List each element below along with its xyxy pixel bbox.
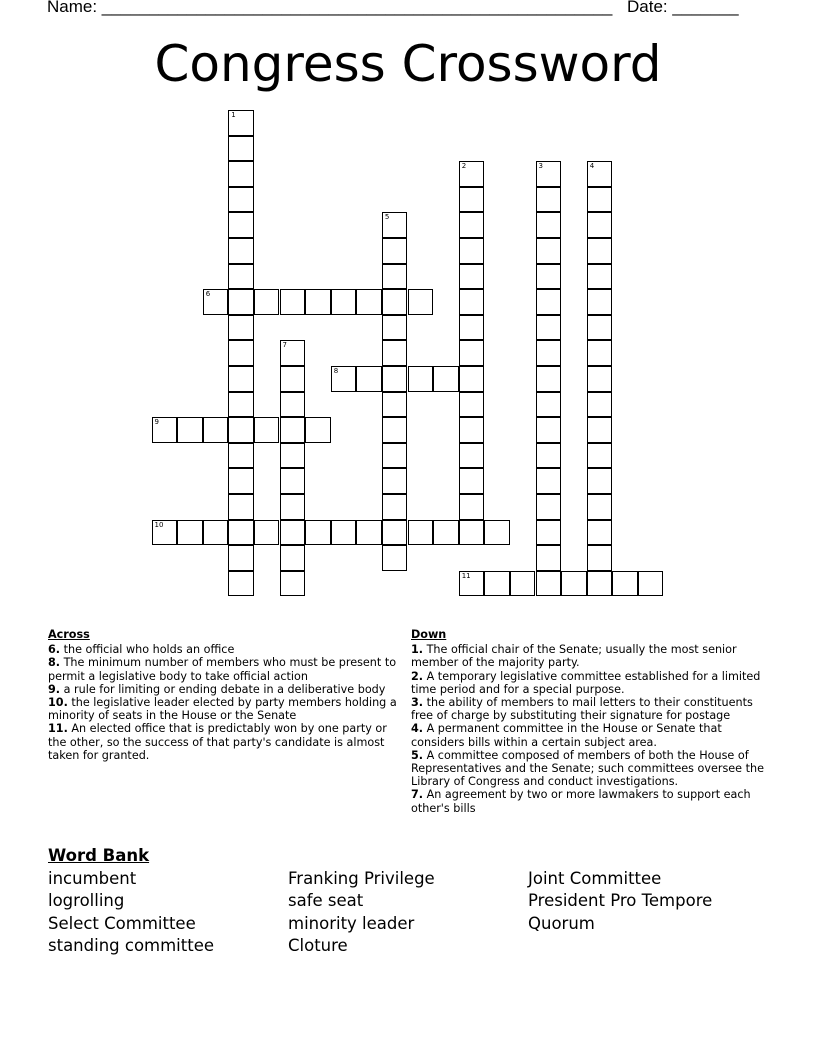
crossword-cell[interactable] [638, 571, 664, 597]
crossword-cell[interactable] [382, 289, 408, 315]
crossword-cell[interactable] [382, 417, 408, 443]
cell-number: 11 [461, 571, 471, 580]
clue-number: 7. [411, 788, 424, 802]
crossword-cell[interactable] [280, 392, 306, 418]
clue-number: 10. [48, 696, 68, 710]
word-bank-column-1 [48, 868, 214, 958]
crossword-cell[interactable] [280, 443, 306, 469]
crossword-cell[interactable] [459, 366, 485, 392]
crossword-cell[interactable] [356, 289, 382, 315]
crossword-cell[interactable] [587, 571, 613, 597]
cell-number: 1 [231, 111, 236, 119]
crossword-cell[interactable] [228, 161, 254, 187]
crossword-cell[interactable] [280, 494, 306, 520]
crossword-cell[interactable] [536, 392, 562, 418]
crossword-cell[interactable] [459, 289, 485, 315]
crossword-cell[interactable] [228, 340, 254, 366]
crossword-cell[interactable] [459, 212, 485, 238]
crossword-cell[interactable] [536, 545, 562, 571]
clue-number: 11. [48, 722, 68, 736]
crossword-cell[interactable] [331, 289, 357, 315]
crossword-cell[interactable] [280, 340, 306, 366]
name-field-line: Name: ______________________________________________________ [47, 0, 613, 16]
crossword-cell[interactable] [587, 494, 613, 520]
crossword-cell[interactable] [356, 520, 382, 546]
crossword-cell[interactable] [587, 468, 613, 494]
crossword-cell[interactable] [280, 545, 306, 571]
cell-number: 4 [589, 162, 595, 171]
crossword-cell[interactable] [228, 443, 254, 469]
down-clues [411, 628, 771, 815]
crossword-cell[interactable] [177, 520, 203, 546]
cell-number: 6 [205, 290, 211, 299]
across-clue [48, 656, 398, 682]
word-bank-entry: President Pro Tempore [528, 891, 713, 911]
crossword-cell[interactable] [228, 187, 254, 213]
cell-number: 5 [384, 213, 390, 222]
down-clue [411, 788, 771, 814]
crossword-cell[interactable] [254, 520, 280, 546]
clue-number: 4. [411, 722, 424, 736]
across-clue [48, 643, 398, 656]
crossword-cell[interactable] [382, 392, 408, 418]
crossword-cell[interactable] [228, 392, 254, 418]
crossword-cell[interactable] [228, 468, 254, 494]
crossword-cell[interactable] [305, 520, 331, 546]
crossword-cell[interactable] [459, 520, 485, 546]
crossword-cell[interactable] [459, 340, 485, 366]
clue-number: 6. [48, 643, 61, 657]
clue-text: the ability of members to mail letters to their constituents free of charge by substituting their signature for postage [411, 696, 753, 723]
crossword-cell[interactable] [587, 417, 613, 443]
crossword-cell[interactable] [228, 494, 254, 520]
crossword-cell[interactable] [280, 468, 306, 494]
crossword-cell[interactable] [459, 468, 485, 494]
clue-number: 3. [411, 696, 424, 710]
crossword-cell[interactable] [587, 340, 613, 366]
crossword-cell[interactable] [382, 238, 408, 264]
crossword-cell[interactable] [459, 392, 485, 418]
down-clue-list [411, 643, 771, 815]
crossword-cell[interactable] [587, 212, 613, 238]
crossword-cell[interactable] [228, 136, 254, 162]
crossword-cell[interactable] [254, 417, 280, 443]
crossword-cell[interactable] [510, 571, 536, 597]
crossword-cell[interactable] [382, 340, 408, 366]
clue-text: The official chair of the Senate; usually the most senior member of the majority party. [411, 643, 737, 670]
crossword-cell[interactable] [254, 289, 280, 315]
crossword-cell[interactable] [587, 315, 613, 341]
crossword-cell[interactable] [203, 520, 229, 546]
word-bank-entry: Select Committee [48, 913, 196, 933]
clue-text: A committee composed of members of both the House of Representatives and the Senate; such committees oversee the Library of Congress and conduct investigations. [411, 748, 764, 789]
cell-number: 3 [538, 162, 543, 171]
crossword-cell[interactable] [536, 340, 562, 366]
down-clue [411, 643, 771, 669]
across-clue-list [48, 643, 398, 762]
word-bank-entry: incumbent [48, 868, 137, 888]
word-bank-entry: safe seat [288, 891, 364, 911]
crossword-cell[interactable] [587, 443, 613, 469]
crossword-cell[interactable] [536, 571, 562, 597]
crossword-cell[interactable] [382, 468, 408, 494]
clue-text: the official who holds an office [60, 643, 235, 657]
crossword-cell[interactable] [228, 545, 254, 571]
cell-number: 2 [461, 162, 467, 171]
crossword-cell[interactable] [331, 366, 357, 392]
crossword-cell[interactable] [459, 571, 485, 597]
crossword-cell[interactable] [536, 187, 562, 213]
across-clue [48, 722, 398, 762]
crossword-cell[interactable] [382, 494, 408, 520]
crossword-cell[interactable] [459, 417, 485, 443]
across-clues [48, 628, 398, 762]
crossword-cell[interactable] [536, 212, 562, 238]
cell-number: 8 [333, 367, 339, 375]
clue-number: 9. [48, 682, 61, 696]
crossword-cell[interactable] [305, 417, 331, 443]
crossword-cell[interactable] [484, 571, 510, 597]
crossword-cell[interactable] [280, 366, 306, 392]
word-bank-column-2 [288, 868, 435, 958]
crossword-cell[interactable] [280, 289, 306, 315]
across-clue [48, 696, 398, 722]
crossword-cell[interactable] [536, 315, 562, 341]
crossword-cell[interactable] [587, 161, 613, 187]
crossword-cell[interactable] [459, 161, 485, 187]
down-clue [411, 722, 771, 748]
crossword-cell[interactable] [203, 417, 229, 443]
crossword-cell[interactable] [305, 289, 331, 315]
crossword-cell[interactable] [382, 315, 408, 341]
crossword-cell[interactable] [228, 366, 254, 392]
crossword-cell[interactable] [280, 417, 306, 443]
crossword-cell[interactable] [612, 571, 638, 597]
date-field-line: Date: _______ [627, 0, 739, 16]
clue-number: 1. [411, 643, 424, 657]
crossword-cell[interactable] [536, 443, 562, 469]
crossword-cell[interactable] [536, 238, 562, 264]
crossword-cell[interactable] [536, 161, 562, 187]
crossword-cell[interactable] [228, 212, 254, 238]
crossword-cell[interactable] [561, 571, 587, 597]
crossword-cell[interactable] [433, 366, 459, 392]
crossword-cell[interactable] [382, 443, 408, 469]
crossword-cell[interactable] [228, 238, 254, 264]
crossword-cell[interactable] [408, 366, 434, 392]
word-bank-column-3 [528, 868, 712, 936]
crossword-cell[interactable] [382, 212, 408, 238]
crossword-cell[interactable] [152, 520, 178, 546]
word-bank-entry: Cloture [288, 936, 348, 956]
crossword-cell[interactable] [433, 520, 459, 546]
crossword-cell[interactable] [587, 264, 613, 290]
word-bank-entry: Quorum [528, 913, 595, 933]
crossword-cell[interactable] [382, 366, 408, 392]
crossword-cell[interactable] [382, 520, 408, 546]
crossword-cell[interactable] [228, 264, 254, 290]
crossword-cell[interactable] [459, 187, 485, 213]
cell-number: 7 [282, 341, 287, 350]
clue-number: 2. [411, 669, 424, 683]
crossword-cell[interactable] [587, 187, 613, 213]
crossword-cell[interactable] [587, 289, 613, 315]
word-bank-title: Word Bank [48, 846, 150, 865]
clue-text: An elected office that is predictably won by one party or the other, so the success of that party's candidate is almost taken for granted. [48, 722, 387, 762]
crossword-cell[interactable] [459, 315, 485, 341]
clue-number: 8. [48, 656, 61, 670]
across-clue [48, 683, 398, 696]
crossword-cell[interactable] [536, 520, 562, 546]
crossword-cell[interactable] [587, 238, 613, 264]
word-bank [48, 845, 713, 956]
clue-text: An agreement by two or more lawmakers to support each other's bills [411, 788, 751, 815]
across-heading: Across [48, 628, 90, 641]
crossword-cell[interactable] [228, 417, 254, 443]
crossword-cell[interactable] [587, 520, 613, 546]
word-bank-entry: Joint Committee [528, 868, 662, 888]
clue-number: 5. [411, 748, 424, 762]
down-clue [411, 749, 771, 789]
crossword-cell[interactable] [459, 238, 485, 264]
crossword-cell[interactable] [331, 520, 357, 546]
crossword-cell[interactable] [408, 289, 434, 315]
cell-number: 9 [154, 418, 159, 427]
crossword-cell[interactable] [536, 468, 562, 494]
crossword-cell[interactable] [203, 289, 229, 315]
clue-text: A permanent committee in the House or Senate that considers bills within a certain subject area. [411, 722, 722, 749]
crossword-cell[interactable] [382, 545, 408, 571]
clue-text: The minimum number of members who must be present to permit a legislative body to take official action [48, 656, 397, 683]
crossword-cell[interactable] [228, 571, 254, 597]
down-clue [411, 696, 771, 722]
crossword-cell[interactable] [356, 366, 382, 392]
clue-text: the legislative leader elected by party members holding a minority of seats in the House or the Senate [48, 696, 397, 723]
cell-number: 10 [154, 520, 164, 529]
crossword-cell[interactable] [536, 289, 562, 315]
down-heading: Down [411, 628, 447, 641]
crossword-cell[interactable] [152, 417, 178, 443]
crossword-cell[interactable] [587, 545, 613, 571]
crossword-cell[interactable] [382, 264, 408, 290]
crossword-cell[interactable] [177, 417, 203, 443]
crossword-cell[interactable] [228, 520, 254, 546]
word-bank-entry: minority leader [288, 913, 415, 933]
crossword-cell[interactable] [536, 366, 562, 392]
crossword-cell[interactable] [228, 289, 254, 315]
crossword-cell[interactable] [228, 110, 254, 136]
clue-text: A temporary legislative committee established for a limited time period and for a special purpose. [411, 669, 761, 696]
crossword-cell[interactable] [228, 315, 254, 341]
crossword-cell[interactable] [280, 571, 306, 597]
page-title: Congress Crossword [154, 35, 662, 93]
crossword-cell[interactable] [280, 520, 306, 546]
clue-text: a rule for limiting or ending debate in a deliberative body [60, 682, 386, 696]
crossword-cell[interactable] [459, 494, 485, 520]
crossword-cell[interactable] [408, 520, 434, 546]
crossword-cell[interactable] [459, 264, 485, 290]
word-bank-entry: logrolling [48, 891, 125, 911]
crossword-cell[interactable] [587, 366, 613, 392]
down-clue [411, 670, 771, 696]
crossword-cell[interactable] [484, 520, 510, 546]
crossword-cell[interactable] [459, 443, 485, 469]
crossword-cell[interactable] [536, 417, 562, 443]
word-bank-entry: standing committee [48, 936, 215, 956]
crossword-cell[interactable] [536, 264, 562, 290]
crossword-cell[interactable] [587, 392, 613, 418]
crossword-cell[interactable] [536, 494, 562, 520]
word-bank-entry: Franking Privilege [288, 868, 435, 888]
